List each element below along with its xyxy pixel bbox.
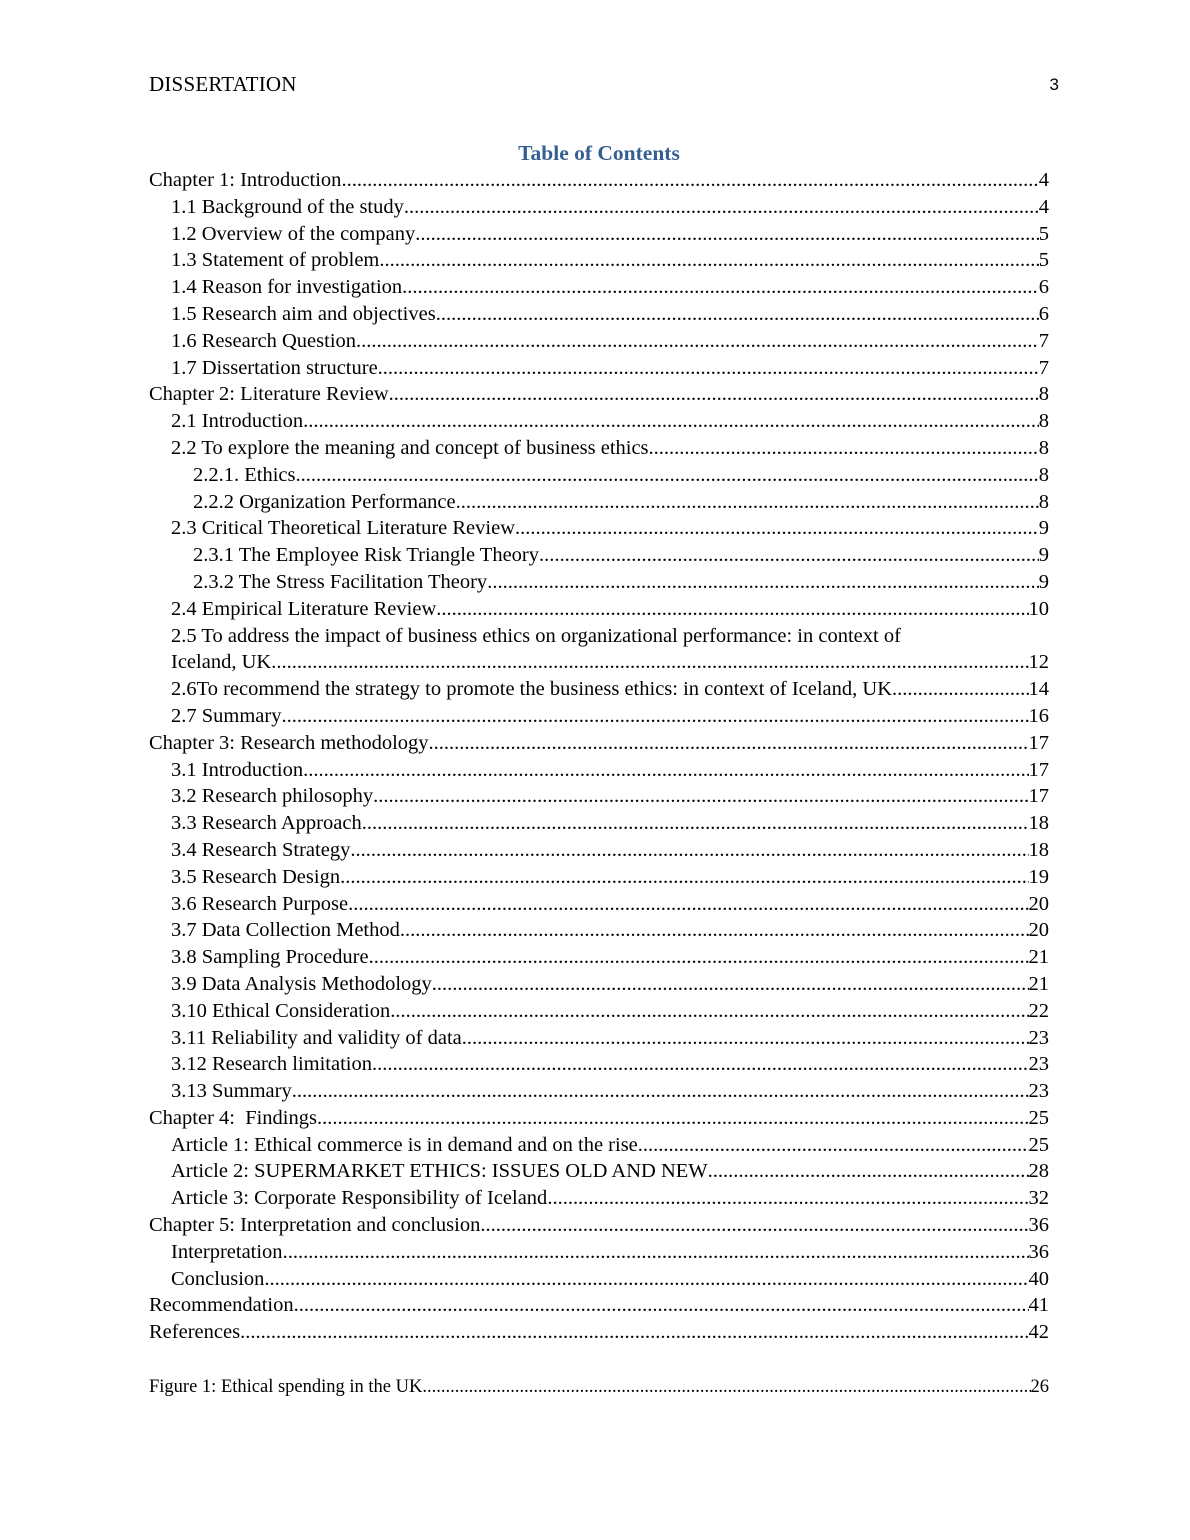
dot-leader [708,1158,1029,1185]
toc-entry-page: 32 [1028,1187,1049,1210]
toc-entry-page: 14 [1028,678,1049,701]
toc-entry-3-13[interactable] [149,1078,1049,1105]
toc-entry-page: 5 [1038,222,1049,245]
toc-entry-2-2-2[interactable] [149,489,1049,516]
toc-entry-3-3[interactable] [149,810,1049,837]
toc-entry-text: References [149,1321,241,1344]
toc-entry-page: 42 [1028,1321,1049,1344]
toc-entry-page: 25 [1028,1106,1049,1129]
figure-entry-text: Figure 1: Ethical spending in the UK [149,1377,423,1397]
dot-leader [892,676,1028,703]
dot-leader [547,1185,1028,1212]
dot-leader [422,1374,1030,1400]
dot-leader [539,542,1039,569]
toc-entry-text: Interpretation [171,1240,283,1263]
toc-entry-chapter-5[interactable] [149,1212,1049,1239]
toc-entry-page: 23 [1028,1080,1049,1103]
toc-entry-page: 36 [1028,1214,1049,1237]
toc-entry-text: 1.1 Background of the study [171,195,404,218]
toc-entry-3-12[interactable] [149,1051,1049,1078]
dot-leader [389,381,1039,408]
toc-entry-text-line1: 2.5 To address the impact of business ethics on organizational performance: in context of [171,624,901,647]
toc-entry-page: 12 [1028,651,1049,674]
toc-entry-2-1[interactable] [149,408,1049,435]
toc-entry-interpretation[interactable] [149,1239,1049,1266]
toc-entry-text: 3.4 Research Strategy [171,838,351,861]
toc-entry-2-3[interactable] [149,515,1049,542]
toc-entry-3-9[interactable] [149,971,1049,998]
toc-entry-chapter-3[interactable] [149,730,1049,757]
toc-entry-page: 40 [1028,1267,1049,1290]
toc-entry-references[interactable] [149,1319,1049,1346]
dot-leader [292,1078,1029,1105]
toc-entry-page: 23 [1028,1026,1049,1049]
toc-entry-page: 25 [1028,1133,1049,1156]
toc-entry-page: 4 [1038,195,1049,218]
toc-entry-1-2[interactable] [149,221,1049,248]
toc-entry-text: 2.6To recommend the strategy to promote the business ethics: in context of Iceland, UK [171,678,893,701]
page-number: 3 [1049,75,1059,94]
dot-leader [638,1132,1029,1159]
dot-leader [303,757,1028,784]
toc-entry-text: 3.9 Data Analysis Methodology [171,972,432,995]
toc-entry-3-2[interactable] [149,783,1049,810]
toc-entry-text: 2.2.2 Organization Performance [193,490,456,513]
toc-entry-chapter-2[interactable] [149,381,1049,408]
toc-entry-text: 3.1 Introduction [171,758,304,781]
toc-entry-text: 2.2 To explore the meaning and concept of business ethics [171,436,649,459]
toc-entry-chapter-4[interactable] [149,1105,1049,1132]
toc-entry-text: 2.3 Critical Theoretical Literature Review [171,517,515,540]
dot-leader [303,408,1039,435]
toc-entry-page: 20 [1028,892,1049,915]
running-header-title: DISSERTATION [149,72,297,96]
toc-entry-text: Article 2: SUPERMARKET ETHICS: ISSUES OLD AND NEW [171,1160,708,1183]
toc-entry-page: 17 [1028,785,1049,808]
toc-entry-page: 5 [1038,249,1049,272]
toc-entry-article-2[interactable] [149,1158,1049,1185]
dot-leader [415,221,1039,248]
table-of-contents [149,167,1049,1346]
dot-leader [432,971,1029,998]
dot-leader [362,810,1029,837]
toc-entry-3-4[interactable] [149,837,1049,864]
toc-entry-page: 20 [1028,919,1049,942]
toc-entry-text: Chapter 1: Introduction [149,169,342,191]
toc-entry-page: 18 [1028,838,1049,861]
toc-entry-1-7[interactable] [149,355,1049,382]
toc-entry-page: 9 [1038,570,1049,593]
toc-title: Table of Contents [518,141,680,165]
toc-entry-page: 41 [1028,1294,1049,1317]
toc-entry-text: 3.5 Research Design [171,865,341,888]
toc-entry-text-line2: Iceland, UK [171,651,272,674]
toc-entry-page: 8 [1038,410,1049,433]
toc-entry-page: 10 [1028,597,1049,620]
dot-leader [462,1025,1029,1052]
toc-entry-text: 1.5 Research aim and objectives [171,302,436,325]
toc-entry-chapter-1[interactable] [149,167,1049,194]
figure-entry-1[interactable] [149,1374,1049,1400]
dot-leader [649,435,1039,462]
dot-leader [281,703,1028,730]
dot-leader [317,1105,1029,1132]
toc-entry-page: 9 [1038,544,1049,567]
dot-leader [390,998,1028,1025]
toc-entry-2-3-2[interactable] [149,569,1049,596]
toc-entry-1-3[interactable] [149,247,1049,274]
toc-entry-text: 1.2 Overview of the company [171,222,416,245]
toc-entry-conclusion[interactable] [149,1266,1049,1293]
toc-entry-page: 8 [1038,436,1049,459]
toc-entry-page: 22 [1028,999,1049,1022]
toc-entry-text: Conclusion [171,1267,265,1290]
toc-entry-text: 3.2 Research philosophy [171,785,374,808]
dot-leader [369,944,1029,971]
toc-entry-2-3-1[interactable] [149,542,1049,569]
toc-entry-text: 2.4 Empirical Literature Review [171,597,437,620]
toc-entry-text: Article 3: Corporate Responsibility of Iceland [171,1187,548,1210]
toc-entry-page: 23 [1028,1053,1049,1076]
dot-leader [341,167,1038,194]
dot-leader [400,917,1029,944]
toc-entry-page: 8 [1038,490,1049,513]
toc-entry-text: Chapter 3: Research methodology [149,731,429,754]
toc-entry-2-4[interactable] [149,596,1049,623]
dot-leader [429,730,1029,757]
dot-leader [487,569,1039,596]
toc-entry-text: 1.7 Dissertation structure [171,356,378,379]
dot-leader [436,596,1028,623]
toc-entry-text: 1.3 Statement of problem [171,249,380,272]
toc-entry-page: 6 [1038,302,1049,325]
toc-entry-page: 21 [1028,972,1049,995]
toc-entry-page: 8 [1038,463,1049,486]
dot-leader [356,328,1039,355]
dot-leader [373,783,1028,810]
toc-entry-3-7[interactable] [149,917,1049,944]
toc-entry-page: 36 [1028,1240,1049,1263]
toc-entry-page: 17 [1028,758,1049,781]
toc-entry-page: 17 [1028,731,1049,754]
toc-entry-text: 2.1 Introduction [171,410,304,433]
toc-entry-page: 8 [1038,383,1049,406]
figure-entry-page: 26 [1030,1377,1049,1397]
toc-entry-2-7[interactable] [149,703,1049,730]
toc-entry-text: 3.8 Sampling Procedure [171,946,369,969]
toc-entry-page: 6 [1038,276,1049,299]
dot-leader [456,489,1039,516]
dot-leader [379,247,1038,274]
toc-entry-3-10[interactable] [149,998,1049,1025]
toc-entry-text: 1.4 Reason for investigation [171,276,403,299]
toc-entry-text: 3.6 Research Purpose [171,892,349,915]
toc-entry-page: 7 [1038,356,1049,379]
dot-leader [271,649,1028,676]
toc-entry-3-11[interactable] [149,1025,1049,1052]
toc-entry-3-8[interactable] [149,944,1049,971]
toc-entry-page: 28 [1028,1160,1049,1183]
dot-leader [350,837,1028,864]
toc-entry-article-3[interactable] [149,1185,1049,1212]
toc-entry-1-1[interactable] [149,194,1049,221]
toc-entry-text: 2.2.1. Ethics [193,463,296,486]
toc-entry-page: 21 [1028,946,1049,969]
toc-entry-3-6[interactable] [149,891,1049,918]
dot-leader [378,355,1039,382]
dot-leader [404,194,1039,221]
toc-entry-page: 4 [1038,169,1049,191]
dot-leader [348,891,1028,918]
toc-entry-page: 7 [1038,329,1049,352]
dot-leader [480,1212,1028,1239]
toc-entry-text: 3.13 Summary [171,1080,292,1103]
dot-leader [240,1319,1028,1346]
toc-entry-article-1[interactable] [149,1132,1049,1159]
toc-entry-text: 1.6 Research Question [171,329,357,352]
dot-leader [515,515,1039,542]
dot-leader [402,274,1039,301]
toc-entry-3-5[interactable] [149,864,1049,891]
toc-entry-text: Article 1: Ethical commerce is in demand and on the rise [171,1133,638,1156]
page-header [149,71,1059,99]
toc-entry-1-6[interactable] [149,328,1049,355]
toc-entry-2-2-1[interactable] [149,462,1049,489]
toc-entry-page: 19 [1028,865,1049,888]
dot-leader [372,1051,1029,1078]
list-of-figures [149,1374,1049,1400]
toc-entry-text: 3.3 Research Approach [171,812,362,835]
toc-entry-2-6[interactable] [149,676,1049,703]
toc-entry-2-5[interactable] [149,623,1049,677]
toc-entry-text: Chapter 5: Interpretation and conclusion [149,1214,481,1237]
toc-entry-text: 3.7 Data Collection Method [171,919,400,942]
toc-entry-text: 2.3.1 The Employee Risk Triangle Theory [193,544,540,567]
toc-entry-text: 2.3.2 The Stress Facilitation Theory [193,570,488,593]
dot-leader [283,1239,1029,1266]
dot-leader [264,1266,1028,1293]
toc-entry-3-1[interactable] [149,757,1049,784]
dot-leader [296,462,1039,489]
toc-entry-text: 3.12 Research limitation [171,1053,372,1076]
toc-entry-text: Chapter 2: Literature Review [149,383,389,406]
toc-entry-2-2[interactable] [149,435,1049,462]
toc-entry-page: 9 [1038,517,1049,540]
toc-entry-recommendation[interactable] [149,1292,1049,1319]
toc-entry-text: 2.7 Summary [171,704,282,727]
dot-leader [294,1292,1029,1319]
toc-entry-1-5[interactable] [149,301,1049,328]
toc-entry-page: 18 [1028,812,1049,835]
dot-leader [436,301,1039,328]
toc-entry-text: Chapter 4: Findings [149,1106,317,1129]
dot-leader [340,864,1028,891]
toc-entry-1-4[interactable] [149,274,1049,301]
toc-entry-page: 16 [1028,704,1049,727]
toc-entry-text: 3.11 Reliability and validity of data [171,1026,462,1049]
toc-entry-text: Recommendation [149,1294,294,1317]
toc-entry-text: 3.10 Ethical Consideration [171,999,391,1022]
